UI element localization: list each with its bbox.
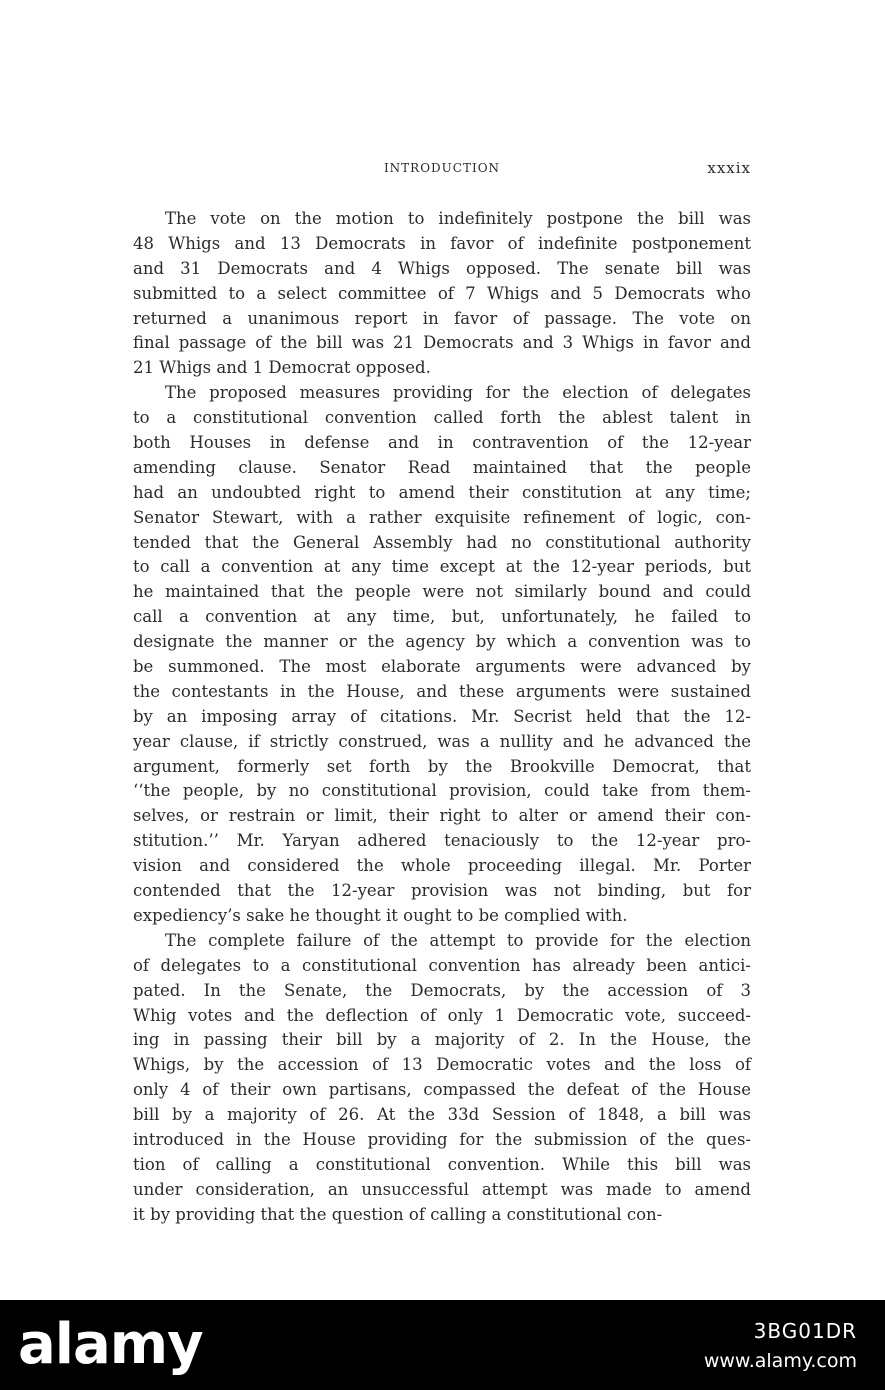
text-line: had an undoubted right to amend their constitution at any time; [133,482,751,502]
text-line: ing in passing their bill by a majority of 2. In the House, the [133,1030,751,1050]
text-line: argument, formerly set forth by the Brookville Democrat, that [133,756,751,776]
text-line: he maintained that the people were not similarly bound and could [133,582,751,602]
text-line: designate the manner or the agency by which a convention was to [133,632,751,652]
text-line: under consideration, an unsuccessful attempt was made to amend [133,1179,751,1199]
text-line: be summoned. The most elaborate arguments were advanced by [133,657,751,677]
text-line: vision and considered the whole proceeding illegal. Mr. Porter [133,856,751,876]
text-line: final passage of the bill was 21 Democrats and 3 Whigs in favor and [133,333,751,353]
text-line: Whig votes and the deflection of only 1 Democratic vote, succeed- [133,1005,751,1025]
text-line: Whigs, by the accession of 13 Democratic votes and the loss of [133,1055,751,1075]
text-line: The vote on the motion to indefinitely postpone the bill was [165,209,751,228]
text-line: 21 Whigs and 1 Democrat opposed. [133,358,431,378]
text-line: of delegates to a constitutional convention has already been antici- [133,955,751,975]
watermark-url: www.alamy.com [703,1350,857,1372]
text-line: tended that the General Assembly had no constitutional authority [133,532,751,552]
alamy-logo [18,1310,203,1380]
text-line: year clause, if strictly construed, was a nullity and he advanced the [133,731,751,751]
image-id: 3BG01DR [753,1319,857,1343]
text-line: both Houses in defense and in contravention of the 12-year [133,433,751,453]
running-title: INTRODUCTION [383,161,501,175]
text-line: only 4 of their own partisans, compassed the defeat of the House [133,1080,751,1100]
text-line: returned a unanimous report in favor of passage. The vote on [133,308,751,328]
paragraph [133,929,751,1228]
text-line: the contestants in the House, and these arguments were sustained [133,681,751,701]
text-line: call a convention at any time, but, unfortunately, he failed to [133,607,751,627]
text-line: tion of calling a constitutional convention. While this bill was [133,1154,751,1174]
text-line: 48 Whigs and 13 Democrats in favor of indefinite postponement [133,233,751,253]
text-line: contended that the 12-year provision was not binding, but for [133,881,751,901]
text-line: amending clause. Senator Read maintained that the people [133,457,751,477]
text-line: Senator Stewart, with a rather exquisite refinement of logic, con- [133,507,751,527]
text-line: ‘‘the people, by no constitutional provision, could take from them- [133,781,751,801]
text-line: expediency’s sake he thought it ought to be complied with. [133,905,628,925]
text-line: selves, or restrain or limit, their right to alter or amend their con- [133,806,751,826]
text-line: to call a convention at any time except at the 12-year periods, but [133,557,751,577]
alamy-logo-text: alamy [18,1312,203,1377]
stock-watermark-bar [0,1300,885,1390]
text-line: it by providing that the question of calling a constitutional con- [133,1204,663,1224]
text-line: The complete failure of the attempt to provide for the election [165,930,751,950]
paragraph [133,207,751,381]
text-line: introduced in the House providing for the submission of the ques- [133,1129,751,1149]
text-line: to a constitutional convention called forth the ablest talent in [133,408,751,428]
paragraph [133,381,751,929]
running-head [133,161,751,183]
text-line: The proposed measures providing for the election of delegates [165,383,751,403]
text-line: pated. In the Senate, the Democrats, by the accession of 3 [133,980,751,1000]
page-number: xxxix [707,159,751,177]
text-line: and 31 Democrats and 4 Whigs opposed. The senate bill was [133,258,751,278]
text-line: by an imposing array of citations. Mr. Secrist held that the 12- [133,706,751,726]
text-line: stitution.’’ Mr. Yaryan adhered tenaciously to the 12-year pro- [133,831,751,851]
text-line: bill by a majority of 26. At the 33d Session of 1848, a bill was [133,1105,751,1125]
body-text [133,207,751,1228]
text-line: submitted to a select committee of 7 Whigs and 5 Democrats who [133,283,751,303]
